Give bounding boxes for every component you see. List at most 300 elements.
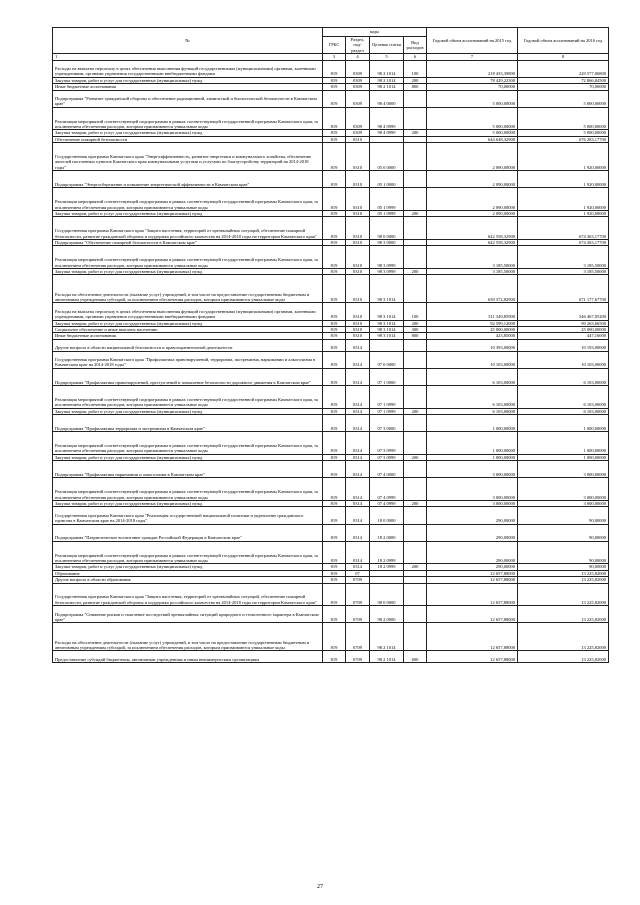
row-amount-2015-cell: 290,00000 xyxy=(427,541,518,564)
row-name-cell: Подпрограмма "Профилактика наркомании и алкоголизма в Камчатском крае" xyxy=(53,461,323,478)
row-razdel-cell: 0310 xyxy=(346,143,370,171)
row-name-cell: Государственная программа Камчатского края "Реализация государственной национальной политики и укрепление гражданского единства в Камчатском крае на 2014-2018 годы" xyxy=(53,507,323,524)
row-amount-2016-cell: 13 225,82000 xyxy=(518,623,609,651)
row-grbs-cell: 819 xyxy=(323,77,346,83)
header-codes: коды xyxy=(323,28,427,37)
row-name-cell: Государственная программа Камчатского края "Профилактика правонарушений, терроризма, экстремизма, наркомании и алкоголизма в Камчатском крае на 2014-2018 годы" xyxy=(53,351,323,368)
row-vid-cell xyxy=(404,107,427,130)
table-row xyxy=(53,303,609,320)
row-amount-2016-cell: 90,00000 xyxy=(518,524,609,541)
row-amount-2015-cell: 1 000,00000 xyxy=(427,414,518,431)
row-target-cell: 05 1 0999 xyxy=(370,211,404,217)
table-row xyxy=(53,385,609,408)
row-amount-2016-cell: 1 000,00000 xyxy=(518,414,609,431)
row-target-cell: 98 3 0000 xyxy=(370,240,404,246)
row-razdel-cell: 0310 xyxy=(346,136,370,142)
row-vid-cell xyxy=(404,385,427,408)
row-amount-2016-cell: 546 467,05200 xyxy=(518,303,609,320)
row-amount-2016-cell: 5 000,00000 xyxy=(518,130,609,136)
row-amount-2015-cell: 6 103,00000 xyxy=(427,385,518,408)
row-target-cell: 18 2 0999 xyxy=(370,564,404,570)
row-grbs-cell: 819 xyxy=(323,570,346,576)
row-name-cell: Подпрограмма "Профилактика терроризма и экстремизма в Камчатском крае" xyxy=(53,414,323,431)
row-grbs-cell: 819 xyxy=(323,623,346,651)
table-row xyxy=(53,368,609,385)
row-amount-2016-cell: 671 177,67700 xyxy=(518,275,609,303)
row-vid-cell: 200 xyxy=(404,500,427,506)
row-amount-2016-cell: 1 920,00000 xyxy=(518,211,609,217)
col-number-4: 4 xyxy=(346,54,370,60)
header-vid: Вид расходов xyxy=(404,37,427,54)
row-name-cell: Государственная программа Камчатского края "Защита населения, территорий от чрезвычайных ситуаций, обеспечение пожарной безопасности, развитие гражданской обороны и поддержка российского казачества на 2014-2018 годы на территории Камчатского края" xyxy=(53,583,323,606)
row-razdel-cell: 0314 xyxy=(346,541,370,564)
row-grbs-cell: 819 xyxy=(323,368,346,385)
row-name-cell: Социальное обеспечение и иные выплаты населению xyxy=(53,327,323,333)
row-amount-2016-cell: 1 000,00000 xyxy=(518,432,609,455)
row-amount-2016-cell: 25 000,00000 xyxy=(518,327,609,333)
row-grbs-cell: 819 xyxy=(323,351,346,368)
row-razdel-cell: 0314 xyxy=(346,408,370,414)
row-vid-cell xyxy=(404,606,427,623)
row-name-cell: Государственная программа Камчатского края "Энергоэффективность, развитие энергетики и коммунального хозяйства, обеспечение жителей населенных пунктов Камчатского края коммунальными услугами и услугами по благоустройству территорий на 2014-2018 годы" xyxy=(53,143,323,171)
row-razdel-cell: 0314 xyxy=(346,385,370,408)
row-amount-2016-cell: 72 866,84500 xyxy=(518,77,609,83)
header-razdel: Раздел, под-раздел xyxy=(346,37,370,54)
row-amount-2015-cell: 218 433,39800 xyxy=(427,60,518,77)
row-grbs-cell: 819 xyxy=(323,60,346,77)
row-name-cell: Предоставление субсидий бюджетным, автономным учреждениям и иным некоммерческим организациям xyxy=(53,651,323,663)
row-vid-cell xyxy=(404,368,427,385)
table-row xyxy=(53,217,609,240)
table-row xyxy=(53,351,609,368)
row-grbs-cell: 819 xyxy=(323,461,346,478)
row-amount-2015-cell: 3 000,00000 xyxy=(427,500,518,506)
row-amount-2016-cell: 5 000,00000 xyxy=(518,107,609,130)
row-amount-2016-cell: 3 185,50000 xyxy=(518,246,609,269)
row-amount-2015-cell: 5 000,00000 xyxy=(427,90,518,107)
row-name-cell: Закупка товаров, работ и услуг для государственных (муниципальных) нужд xyxy=(53,564,323,570)
row-amount-2016-cell: 674 363,17700 xyxy=(518,240,609,246)
row-name-cell: Подпрограмма "Развитие гражданской обороны и обеспечение радиационной, химической и биологической безопасности в Камчатском крае" xyxy=(53,90,323,107)
row-razdel-cell: 0314 xyxy=(346,432,370,455)
row-amount-2016-cell: 90,00000 xyxy=(518,507,609,524)
row-grbs-cell: 819 xyxy=(323,130,346,136)
row-name-cell: Подпрограмма "Энергосбережение и повышение энергетической эффективности в Камчатском крае" xyxy=(53,171,323,188)
row-name-cell: Подпрограмма "Патриотическое воспитание граждан Российской Федерации в Камчатском крае" xyxy=(53,524,323,541)
row-amount-2015-cell: 12 657,88000 xyxy=(427,651,518,663)
table-row xyxy=(53,143,609,171)
row-name-cell: Другие вопросы в области образования xyxy=(53,577,323,583)
row-target-cell: 98 2 1014 xyxy=(370,623,404,651)
row-name-cell: Подпрограмма "Обеспечение пожарной безопасности в Камчатском крае" xyxy=(53,240,323,246)
row-name-cell: Закупка товаров, работ и услуг для государственных (муниципальных) нужд xyxy=(53,269,323,275)
row-amount-2016-cell: 6 103,00000 xyxy=(518,368,609,385)
row-amount-2015-cell: 12 657,88000 xyxy=(427,577,518,583)
row-target-cell: 07 3 0000 xyxy=(370,414,404,431)
row-grbs-cell: 819 xyxy=(323,432,346,455)
table-row xyxy=(53,339,609,351)
row-grbs-cell: 819 xyxy=(323,333,346,339)
row-grbs-cell: 819 xyxy=(323,577,346,583)
row-target-cell: 98 3 1014 xyxy=(370,303,404,320)
row-amount-2016-cell: 3 000,00000 xyxy=(518,478,609,501)
row-target-cell: 07 1 0999 xyxy=(370,385,404,408)
row-vid-cell: 200 xyxy=(404,320,427,326)
row-name-cell: Расходы на выплаты персоналу в целях обеспечения выполнения функций государственными (муниципальными) органами, казенными учреждениями, органами управления государственными внебюджетными фондами xyxy=(53,303,323,320)
row-target-cell: 05 1 0999 xyxy=(370,188,404,211)
row-razdel-cell: 0309 xyxy=(346,130,370,136)
row-grbs-cell: 819 xyxy=(323,583,346,606)
row-amount-2015-cell: 6 103,00000 xyxy=(427,368,518,385)
row-name-cell: Другие вопросы в области национальной безопасности и правоохранительной деятельности xyxy=(53,339,323,351)
row-target-cell: 07 4 0999 xyxy=(370,500,404,506)
row-amount-2015-cell: 2 090,00000 xyxy=(427,211,518,217)
row-vid-cell xyxy=(404,217,427,240)
row-name-cell: Закупка товаров, работ и услуг для государственных (муниципальных) нужд xyxy=(53,500,323,506)
row-amount-2015-cell: 290,00000 xyxy=(427,524,518,541)
table-row xyxy=(53,541,609,564)
table-row xyxy=(53,524,609,541)
row-amount-2015-cell: 2 090,00000 xyxy=(427,188,518,211)
row-razdel-cell: 0310 xyxy=(346,303,370,320)
row-name-cell: Реализация мероприятий соответствующей подпрограммы в рамках соответствующей государственной программы Камчатского края, за исключением обеспечения расходов, которым присваиваются уникальные коды xyxy=(53,432,323,455)
row-grbs-cell: 819 xyxy=(323,217,346,240)
row-amount-2015-cell: 78 429,22300 xyxy=(427,77,518,83)
row-amount-2015-cell: 642 558,32900 xyxy=(427,217,518,240)
row-razdel-cell: 0314 xyxy=(346,461,370,478)
row-grbs-cell: 819 xyxy=(323,84,346,90)
row-grbs-cell: 819 xyxy=(323,478,346,501)
row-amount-2016-cell: 6 103,00000 xyxy=(518,385,609,408)
row-amount-2015-cell: 423,85000 xyxy=(427,333,518,339)
row-vid-cell xyxy=(404,478,427,501)
row-name-cell: Реализация мероприятий соответствующей подпрограммы в рамках соответствующей государственной программы Камчатского края, за исключением обеспечения расходов, которым присваиваются уникальные коды xyxy=(53,246,323,269)
row-razdel-cell: 0310 xyxy=(346,275,370,303)
row-amount-2015-cell: 2 090,00000 xyxy=(427,171,518,188)
table-row xyxy=(53,461,609,478)
row-name-cell: Закупка товаров, работ и услуг для государственных (муниципальных) нужд xyxy=(53,211,323,217)
row-name-cell: Закупка товаров, работ и услуг для государственных (муниципальных) нужд xyxy=(53,408,323,414)
row-vid-cell xyxy=(404,275,427,303)
row-amount-2016-cell: 13 225,82000 xyxy=(518,606,609,623)
row-razdel-cell: 0314 xyxy=(346,500,370,506)
row-grbs-cell: 819 xyxy=(323,385,346,408)
row-vid-cell xyxy=(404,541,427,564)
row-razdel-cell: 0310 xyxy=(346,217,370,240)
row-grbs-cell: 819 xyxy=(323,454,346,460)
row-amount-2015-cell: 1 000,00000 xyxy=(427,432,518,455)
row-razdel-cell: 0314 xyxy=(346,478,370,501)
row-amount-2016-cell: 70,00000 xyxy=(518,84,609,90)
row-amount-2016-cell: 10 193,00000 xyxy=(518,339,609,351)
row-vid-cell xyxy=(404,507,427,524)
row-name-cell: Реализация мероприятий соответствующей подпрограммы в рамках соответствующей государственной программы Камчатского края, за исключением обеспечения расходов, которым присваиваются уникальные коды xyxy=(53,541,323,564)
row-razdel-cell: 0709 xyxy=(346,651,370,663)
row-grbs-cell: 819 xyxy=(323,541,346,564)
row-vid-cell: 200 xyxy=(404,269,427,275)
table-row xyxy=(53,651,609,663)
budget-sheet xyxy=(52,27,608,663)
row-amount-2016-cell: 5 000,00000 xyxy=(518,90,609,107)
row-amount-2015-cell: 639 372,82900 xyxy=(427,275,518,303)
row-target-cell: 07 3 0999 xyxy=(370,454,404,460)
row-name-cell: Образование xyxy=(53,570,323,576)
row-razdel-cell: 0310 xyxy=(346,171,370,188)
row-amount-2015-cell: 10 393,00000 xyxy=(427,339,518,351)
header-target: Целевая статья xyxy=(370,37,404,54)
row-razdel-cell: 0309 xyxy=(346,60,370,77)
row-grbs-cell: 819 xyxy=(323,171,346,188)
row-amount-2016-cell: 13 225,82000 xyxy=(518,583,609,606)
row-name-cell: Закупка товаров, работ и услуг для государственных (муниципальных) нужд xyxy=(53,130,323,136)
row-amount-2016-cell: 1 920,00000 xyxy=(518,171,609,188)
row-name-cell: Реализация мероприятий соответствующей подпрограммы в рамках соответствующей государственной программы Камчатского края, за исключением обеспечения расходов, которым присваиваются уникальные коды xyxy=(53,478,323,501)
page-number: 27 xyxy=(317,884,323,890)
row-grbs-cell: 819 xyxy=(323,564,346,570)
row-amount-2015-cell: 6 103,00000 xyxy=(427,408,518,414)
row-amount-2016-cell: 13 225,82000 xyxy=(518,651,609,663)
row-vid-cell: 600 xyxy=(404,651,427,663)
row-name-cell: Реализация мероприятий соответствующей подпрограммы в рамках соответствующей государственной программы Камчатского края, за исключением обеспечения расходов, которым присваиваются уникальные коды xyxy=(53,107,323,130)
row-grbs-cell: 819 xyxy=(323,269,346,275)
row-amount-2015-cell: 5 000,00000 xyxy=(427,130,518,136)
row-target-cell: 98 4 0999 xyxy=(370,107,404,130)
table-row xyxy=(53,60,609,77)
row-amount-2015-cell: 3 185,50000 xyxy=(427,246,518,269)
row-amount-2015-cell: 12 657,88000 xyxy=(427,606,518,623)
row-vid-cell: 200 xyxy=(404,211,427,217)
row-amount-2015-cell: 25 000,00000 xyxy=(427,327,518,333)
row-target-cell: 98 3 1014 xyxy=(370,275,404,303)
row-vid-cell xyxy=(404,143,427,171)
row-razdel-cell: 0709 xyxy=(346,606,370,623)
row-amount-2015-cell: 3 185,50000 xyxy=(427,269,518,275)
row-razdel-cell: 0310 xyxy=(346,327,370,333)
row-grbs-cell: 819 xyxy=(323,136,346,142)
table-row xyxy=(53,432,609,455)
row-razdel-cell: 0310 xyxy=(346,333,370,339)
col-number-7: 7 xyxy=(427,54,518,60)
row-amount-2016-cell: 99 263,66500 xyxy=(518,320,609,326)
row-razdel-cell: 0310 xyxy=(346,211,370,217)
row-amount-2015-cell: 12 657,88000 xyxy=(427,570,518,576)
row-amount-2016-cell: 90,00000 xyxy=(518,564,609,570)
header-amount-2016: Годовой объем ассигнований на 2016 год xyxy=(518,28,609,54)
row-razdel-cell: 0314 xyxy=(346,507,370,524)
row-target-cell: 07 0 0000 xyxy=(370,351,404,368)
row-razdel-cell: 0314 xyxy=(346,564,370,570)
row-vid-cell: 800 xyxy=(404,333,427,339)
row-name-cell: Закупка товаров, работ и услуг для государственных (муниципальных) нужд xyxy=(53,77,323,83)
table-row xyxy=(53,606,609,623)
col-number-3: 3 xyxy=(323,54,346,60)
row-razdel-cell: 0314 xyxy=(346,414,370,431)
budget-table xyxy=(52,27,609,663)
row-target-cell: 18 2 0000 xyxy=(370,524,404,541)
row-grbs-cell: 819 xyxy=(323,651,346,663)
row-amount-2015-cell: 12 657,88000 xyxy=(427,623,518,651)
row-name-cell: Подпрограмма "Профилактика правонарушений, преступлений и повышение безопасности дорожного движения в Камчатском крае" xyxy=(53,368,323,385)
row-razdel-cell: 0310 xyxy=(346,188,370,211)
row-amount-2016-cell: 1 920,00000 xyxy=(518,143,609,171)
row-razdel-cell: 0309 xyxy=(346,90,370,107)
row-target-cell: 98 3 1014 xyxy=(370,333,404,339)
row-razdel-cell: 0310 xyxy=(346,269,370,275)
row-vid-cell: 200 xyxy=(404,130,427,136)
row-target-cell: 98 3 1014 xyxy=(370,327,404,333)
row-target-cell: 98 4 0999 xyxy=(370,130,404,136)
col-number-5: 5 xyxy=(370,54,404,60)
row-name-cell: Закупка товаров, работ и услуг для государственных (муниципальных) нужд xyxy=(53,454,323,460)
row-razdel-cell: 0709 xyxy=(346,623,370,651)
row-vid-cell xyxy=(404,432,427,455)
row-target-cell: 05 1 0000 xyxy=(370,171,404,188)
row-target-cell: 98 3 1014 xyxy=(370,320,404,326)
row-name-cell: Реализация мероприятий соответствующей подпрограммы в рамках соответствующей государственной программы Камчатского края, за исключением обеспечения расходов, которым присваиваются уникальные коды xyxy=(53,188,323,211)
table-row xyxy=(53,171,609,188)
row-amount-2015-cell: 290,00000 xyxy=(427,564,518,570)
row-amount-2015-cell: 642 558,32900 xyxy=(427,240,518,246)
row-name-cell: Расходы на выплаты персоналу в целях обеспечения выполнения функций государственными (муниципальными) органами, казенными учреждениями, органами управления государственными внебюджетными фондами xyxy=(53,60,323,77)
row-amount-2016-cell: 1 920,00000 xyxy=(518,188,609,211)
row-vid-cell: 800 xyxy=(404,84,427,90)
row-target-cell: 07 3 0999 xyxy=(370,432,404,455)
row-amount-2016-cell: 1 000,00000 xyxy=(518,454,609,460)
row-grbs-cell: 819 xyxy=(323,188,346,211)
row-razdel-cell: 0309 xyxy=(346,84,370,90)
row-amount-2016-cell: 6 103,00000 xyxy=(518,408,609,414)
row-grbs-cell: 819 xyxy=(323,211,346,217)
row-amount-2016-cell: 3 185,50000 xyxy=(518,269,609,275)
row-target-cell: 98 2 1014 xyxy=(370,60,404,77)
col-number-6: 6 xyxy=(404,54,427,60)
row-vid-cell: 200 xyxy=(404,77,427,83)
row-name-cell: Обеспечение пожарной безопасности xyxy=(53,136,323,142)
row-amount-2015-cell: 1 000,00000 xyxy=(427,454,518,460)
row-razdel-cell: 0309 xyxy=(346,77,370,83)
row-grbs-cell: 819 xyxy=(323,246,346,269)
row-target-cell: 98 2 1014 xyxy=(370,651,404,663)
row-target-cell xyxy=(370,339,404,351)
row-target-cell: 98 0 0000 xyxy=(370,583,404,606)
row-amount-2015-cell: 3 000,00000 xyxy=(427,478,518,501)
row-amount-2016-cell: 10 103,00000 xyxy=(518,351,609,368)
row-razdel-cell: 0709 xyxy=(346,583,370,606)
row-target-cell: 98 2 1014 xyxy=(370,84,404,90)
row-grbs-cell: 819 xyxy=(323,327,346,333)
row-vid-cell xyxy=(404,583,427,606)
row-amount-2016-cell: 13 225,82000 xyxy=(518,577,609,583)
row-name-cell: Подпрограмма "Снижение рисков и смягчение последствий чрезвычайных ситуаций природного и техногенного характера в Камчатском крае" xyxy=(53,606,323,623)
row-grbs-cell: 819 xyxy=(323,339,346,351)
table-row xyxy=(53,90,609,107)
row-vid-cell: 100 xyxy=(404,303,427,320)
row-amount-2016-cell: 676 283,17700 xyxy=(518,136,609,142)
row-grbs-cell: 819 xyxy=(323,240,346,246)
row-vid-cell: 200 xyxy=(404,564,427,570)
row-vid-cell: 200 xyxy=(404,408,427,414)
table-row xyxy=(53,246,609,269)
row-vid-cell xyxy=(404,90,427,107)
row-razdel-cell: 0314 xyxy=(346,368,370,385)
row-name-cell: Расходы на обеспечение деятельности (оказание услуг) учреждений, в том числе на предоставление государственным бюджетным и автономным учреждениям субсидий, за исключением обеспечения расходов, которым присваиваются уникальные коды xyxy=(53,623,323,651)
row-razdel-cell: 0314 xyxy=(346,351,370,368)
row-grbs-cell: 819 xyxy=(323,143,346,171)
row-target-cell: 98 2 0000 xyxy=(370,606,404,623)
row-target-cell: 07 4 0000 xyxy=(370,461,404,478)
row-name-cell: Иные бюджетные ассигнования xyxy=(53,333,323,339)
row-target-cell: 07 4 0999 xyxy=(370,478,404,501)
row-target-cell: 07 1 0000 xyxy=(370,368,404,385)
table-row xyxy=(53,583,609,606)
row-razdel-cell: 0709 xyxy=(346,577,370,583)
col-number-1: 1 xyxy=(53,54,323,60)
row-vid-cell xyxy=(404,351,427,368)
row-amount-2015-cell: 3 000,00000 xyxy=(427,461,518,478)
row-razdel-cell: 0314 xyxy=(346,339,370,351)
row-vid-cell xyxy=(404,623,427,651)
row-vid-cell xyxy=(404,414,427,431)
row-grbs-cell: 819 xyxy=(323,606,346,623)
row-amount-2015-cell: 2 090,00000 xyxy=(427,143,518,171)
row-razdel-cell: 07 xyxy=(346,570,370,576)
row-amount-2016-cell: 3 000,00000 xyxy=(518,500,609,506)
row-vid-cell xyxy=(404,188,427,211)
header-grbs: ГРБС xyxy=(323,37,346,54)
row-vid-cell: 100 xyxy=(404,60,427,77)
row-grbs-cell: 819 xyxy=(323,275,346,303)
table-row xyxy=(53,107,609,130)
row-vid-cell: 200 xyxy=(404,454,427,460)
row-grbs-cell: 819 xyxy=(323,107,346,130)
row-razdel-cell: 0314 xyxy=(346,454,370,460)
row-amount-2015-cell: 92 599,12000 xyxy=(427,320,518,326)
row-amount-2016-cell: 90,00000 xyxy=(518,541,609,564)
row-amount-2016-cell: 13 225,82000 xyxy=(518,570,609,576)
row-razdel-cell: 0314 xyxy=(346,524,370,541)
row-razdel-cell: 0310 xyxy=(346,246,370,269)
row-vid-cell xyxy=(404,461,427,478)
row-razdel-cell: 0310 xyxy=(346,320,370,326)
row-target-cell: 07 1 0999 xyxy=(370,408,404,414)
row-name-cell: Реализация мероприятий соответствующей подпрограммы в рамках соответствующей государственной программы Камчатского края, за исключением обеспечения расходов, которым присваиваются уникальные коды xyxy=(53,385,323,408)
row-razdel-cell: 0310 xyxy=(346,240,370,246)
row-grbs-cell: 819 xyxy=(323,524,346,541)
table-row xyxy=(53,623,609,651)
row-grbs-cell: 819 xyxy=(323,90,346,107)
row-name-cell: Иные бюджетные ассигнования xyxy=(53,84,323,90)
table-row xyxy=(53,414,609,431)
row-vid-cell xyxy=(404,246,427,269)
row-amount-2015-cell: 10 103,00000 xyxy=(427,351,518,368)
row-grbs-cell: 819 xyxy=(323,303,346,320)
row-target-cell: 18 0 0000 xyxy=(370,507,404,524)
row-grbs-cell: 819 xyxy=(323,500,346,506)
row-amount-2015-cell: 644 648,32900 xyxy=(427,136,518,142)
row-name-cell: Закупка товаров, работ и услуг для государственных (муниципальных) нужд xyxy=(53,320,323,326)
row-grbs-cell: 819 xyxy=(323,408,346,414)
header-number: № xyxy=(53,28,323,54)
row-target-cell: 98 0 0000 xyxy=(370,217,404,240)
row-grbs-cell: 819 xyxy=(323,414,346,431)
row-amount-2016-cell: 674 363,17700 xyxy=(518,217,609,240)
row-target-cell: 05 0 0000 xyxy=(370,143,404,171)
table-row xyxy=(53,188,609,211)
row-amount-2015-cell: 511 349,85900 xyxy=(427,303,518,320)
row-vid-cell xyxy=(404,524,427,541)
row-amount-2015-cell: 12 657,88000 xyxy=(427,583,518,606)
row-amount-2016-cell: 229 577,06800 xyxy=(518,60,609,77)
